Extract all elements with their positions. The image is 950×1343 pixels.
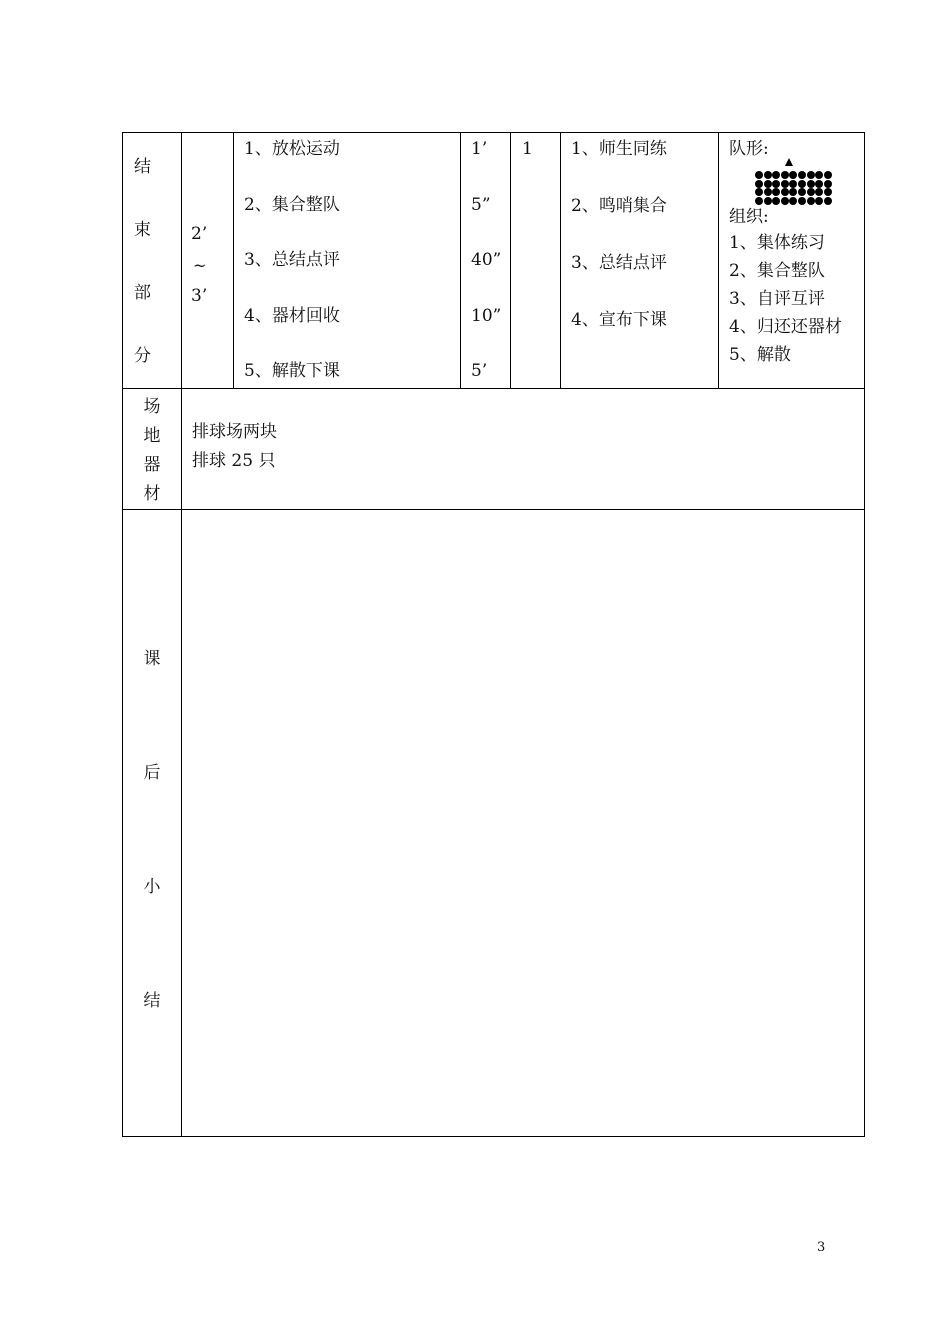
method-item: 3、总结点评 [571, 253, 667, 273]
section-title-char: 部 [134, 283, 151, 303]
method-item: 2、鸣哨集合 [571, 196, 667, 216]
duration-separator: ~ [193, 256, 207, 275]
organization-label: 组织: [729, 207, 769, 227]
summary-content-cell[interactable] [182, 510, 865, 1137]
venue-label-cell [123, 389, 182, 510]
summary-label-cell [123, 510, 182, 1137]
student-dots [755, 171, 829, 205]
organization-item: 4、归还还器材 [729, 317, 842, 337]
organization-item: 2、集合整队 [729, 261, 825, 281]
section-title-char: 结 [134, 157, 151, 177]
formation-label: 队形: [729, 139, 769, 159]
organization-item: 3、自评互评 [729, 289, 825, 309]
teacher-methods-cell [561, 133, 719, 389]
time-item: 5’ [471, 361, 488, 381]
venue-row [123, 389, 865, 510]
method-item: 4、宣布下课 [571, 310, 667, 330]
venue-line: 排球场两块 [192, 422, 277, 442]
content-item: 2、集合整队 [244, 194, 340, 215]
organization-cell [719, 133, 865, 389]
venue-label-char: 材 [143, 484, 161, 504]
teacher-marker-icon [785, 158, 793, 166]
venue-content-cell [182, 389, 865, 510]
lesson-plan-table [122, 132, 865, 1137]
venue-label-char: 器 [143, 455, 161, 475]
organization-item: 5、解散 [729, 345, 791, 365]
content-item: 5、解散下课 [244, 361, 340, 381]
section-title-char: 束 [134, 220, 151, 240]
summary-label-char: 小 [143, 877, 161, 897]
count-cell [511, 133, 561, 389]
summary-label-char: 课 [143, 649, 161, 669]
summary-row [123, 510, 865, 1137]
duration-cell [182, 133, 234, 389]
duration-start: 2’ [191, 224, 208, 244]
duration-end: 3’ [191, 286, 208, 306]
time-item: 40” [471, 250, 502, 270]
venue-label-char: 地 [143, 426, 161, 446]
section-title-cell [123, 133, 182, 389]
ending-section-row [123, 133, 865, 389]
method-item: 1、师生同练 [571, 139, 667, 159]
content-item: 4、器材回收 [244, 305, 340, 326]
time-item: 1’ [471, 139, 488, 159]
times-cell [461, 133, 511, 389]
organization-item: 1、集体练习 [729, 233, 825, 253]
section-title-char: 分 [134, 346, 151, 366]
count-value: 1 [522, 139, 533, 159]
venue-line: 排球 25 只 [192, 451, 276, 471]
formation-diagram [729, 161, 864, 205]
content-item: 3、总结点评 [244, 250, 340, 270]
page-number: 3 [817, 1240, 826, 1255]
summary-label-char: 后 [143, 763, 161, 783]
time-item: 5” [471, 194, 491, 215]
venue-label-char: 场 [143, 397, 161, 417]
time-item: 10” [471, 305, 502, 326]
summary-label-char: 结 [143, 991, 161, 1011]
content-item: 1、放松运动 [244, 139, 340, 159]
content-cell [234, 133, 461, 389]
